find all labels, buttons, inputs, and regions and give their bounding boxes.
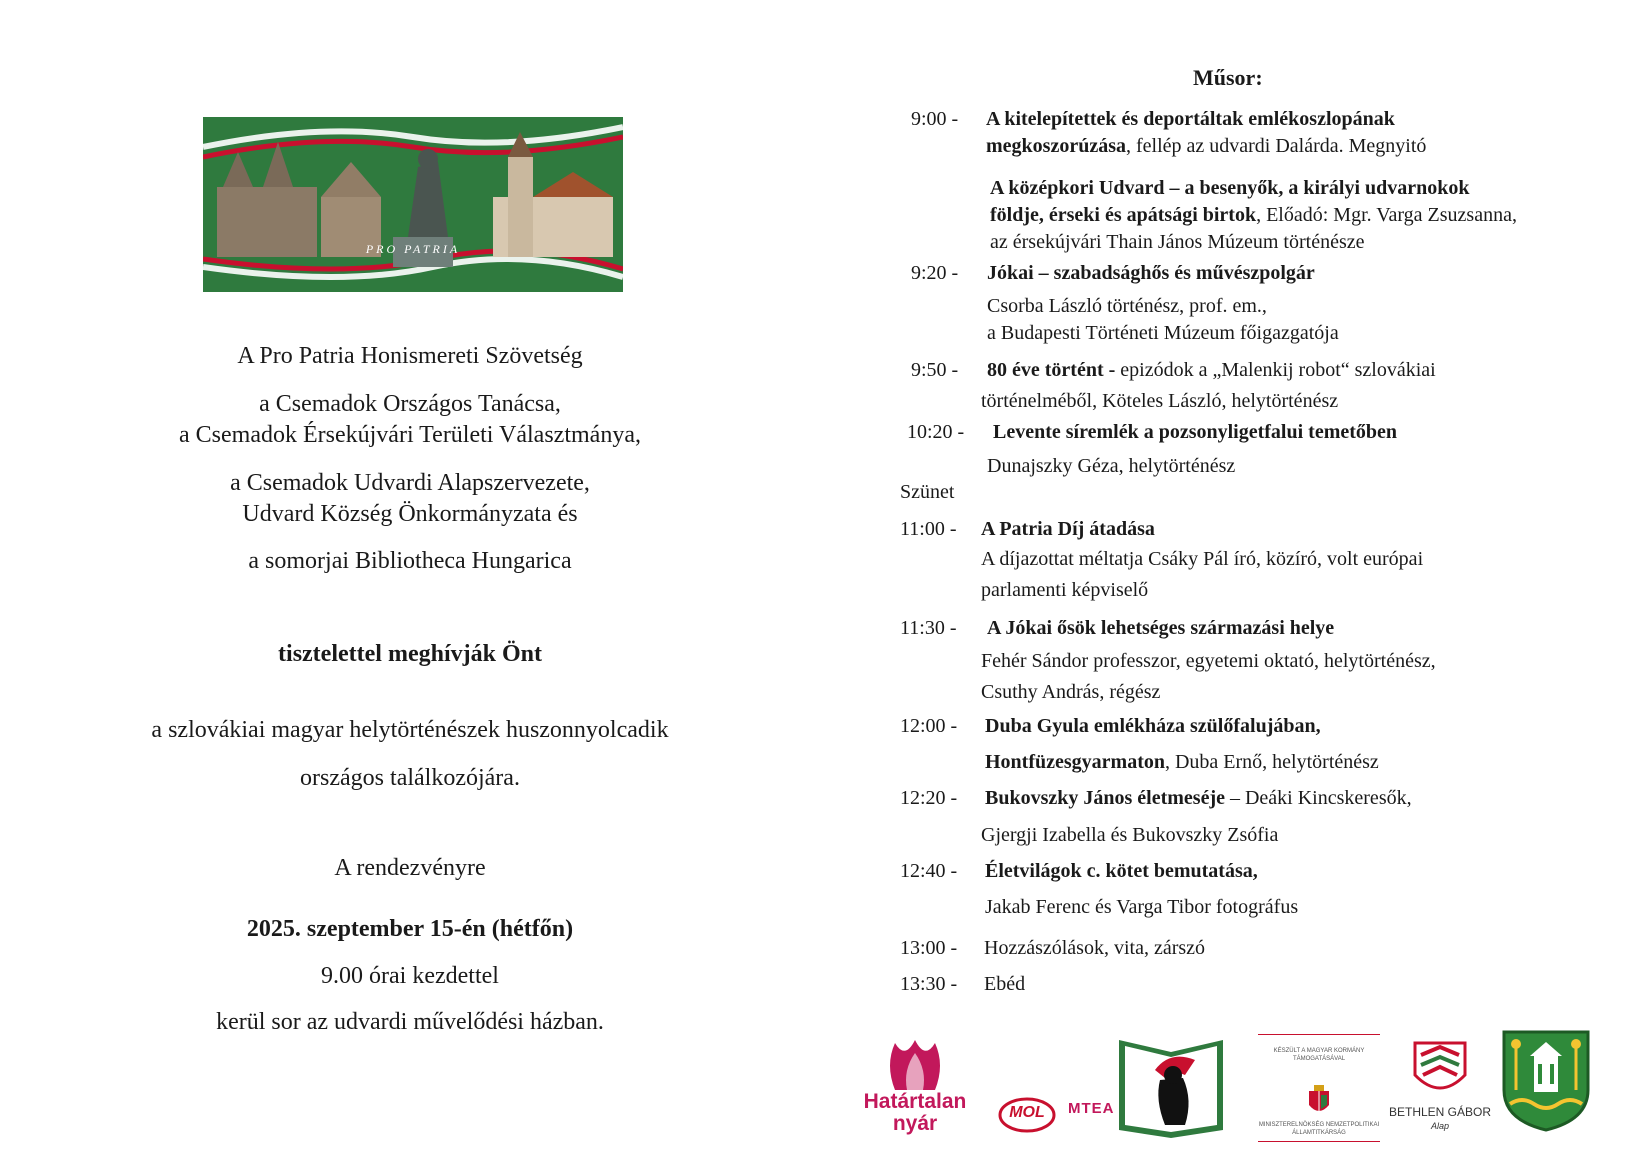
program-item-text: , Előadó: Mgr. Varga Zsuzsanna,	[1256, 204, 1517, 226]
bethlen-shield-icon	[1385, 1035, 1495, 1105]
program-item-line	[986, 133, 1426, 160]
mol-text: MOL	[1009, 1104, 1045, 1121]
program-item-title: A Patria Díj átadása	[981, 518, 1155, 540]
organizer-4: a somorjai Bibliotheca Hungarica	[248, 548, 572, 574]
program-item-text: Jakab Ferenc és Varga Tibor fotográfus	[985, 896, 1299, 918]
program-item-text: – Deáki Kincskeresők,	[1224, 787, 1412, 809]
program-item-title: A középkori Udvard – a besenyők, a királyi udvarnokok	[990, 177, 1470, 199]
alap-text: Alap	[1430, 1121, 1449, 1131]
mtea-logo: MTEA	[1068, 1100, 1115, 1117]
program-item-text: Csorba László történész, prof. em.,	[987, 295, 1267, 317]
program-item-text: Csuthy András, régész	[981, 681, 1161, 703]
program-time: 12:20 -	[900, 787, 958, 809]
program-item-text: A díjazottat méltatja Csáky Pál író, közíró, volt európai	[981, 548, 1424, 570]
tulip-icon	[845, 1035, 985, 1095]
program-item-text: Hozzászólások, vita, zárszó	[984, 937, 1206, 959]
event-lead: A rendezvényre	[334, 855, 486, 881]
program-item-title: megkoszorúzása	[986, 135, 1126, 157]
program-time: 9:20 -	[911, 262, 959, 284]
program-item-title: Levente síremlék a pozsonyligetfalui temetőben	[993, 421, 1398, 443]
bethlen-text: BETHLEN GÁBOR	[1388, 1105, 1492, 1119]
program-item-line	[990, 202, 1517, 229]
program-item-title: Hontfüzesgyarmaton	[985, 751, 1165, 773]
banner-caption: PRO PATRIA	[365, 242, 461, 256]
event-date: 2025. szeptember 15-én (hétfőn)	[246, 916, 574, 942]
hatartalan-text: Határtalan	[863, 1090, 967, 1113]
program-item-text: történelméből, Köteles László, helytörténész	[981, 390, 1339, 412]
event-line-2: országos találkozójára.	[300, 765, 520, 791]
program-time: 12:40 -	[900, 860, 958, 882]
program-time: 9:50 -	[911, 359, 959, 381]
program-time: 11:00 -	[900, 518, 957, 540]
government-support-logo	[1258, 1034, 1380, 1142]
village-shield-icon	[1500, 1028, 1592, 1132]
program-item-text: a Budapesti Történeti Múzeum főigazgatója	[987, 322, 1339, 344]
organizer-3b: Udvard Község Önkormányzata és	[242, 501, 578, 527]
mol-logo	[998, 1095, 1056, 1135]
hatartalan-nyar-logo	[845, 1035, 985, 1145]
udvard-coat-of-arms	[1500, 1028, 1592, 1132]
program-time: 10:20 -	[907, 421, 965, 443]
program-item-text: , fellép az udvardi Dalárda. Megnyitó	[1125, 135, 1427, 157]
program-item-title: Életvilágok c. kötet bemutatása,	[985, 860, 1258, 882]
program-time: 12:00 -	[900, 715, 958, 737]
program-item-title: Jókai – szabadsághős és művészpolgár	[987, 262, 1315, 284]
program-item-text: Gjergji Izabella és Bukovszky Zsófia	[981, 824, 1279, 846]
program-item-title: A kitelepítettek és deportáltak emlékoszlopának	[986, 108, 1395, 130]
organizer-3a: a Csemadok Udvardi Alapszervezete,	[230, 470, 590, 496]
program-item-text: Dunajszky Géza, helytörténész	[987, 455, 1236, 477]
program-time: 9:00 -	[911, 108, 959, 130]
program-item-line	[985, 785, 1412, 812]
event-place: kerül sor az udvardi művelődési házban.	[216, 1009, 604, 1035]
program-item-title: 80 éve történt -	[987, 359, 1116, 381]
program-item-title: földje, érseki és apátsági birtok	[990, 204, 1257, 226]
program-item-text: parlamenti képviselő	[981, 579, 1149, 601]
gov-ministry-text: MINISZTERELNÖKSÉG NEMZETPOLITIKAI ÁLLAMTITKÁRSÁG	[1258, 1122, 1380, 1136]
banner-illustration	[203, 117, 623, 292]
program-time: 13:00 -	[900, 937, 958, 959]
hungarian-coat-of-arms-icon	[1307, 1085, 1331, 1117]
book-icon	[1115, 1030, 1227, 1140]
invitation-line: tisztelettel meghívják Önt	[278, 641, 542, 667]
event-line-1: a szlovákiai magyar helytörténészek huszonnyolcadik	[151, 717, 669, 743]
event-time: 9.00 órai kezdettel	[321, 963, 499, 989]
program-item-line	[987, 357, 1436, 384]
program-item-text: Ebéd	[984, 973, 1026, 995]
organizer-2b: a Csemadok Érsekújvári Területi Választmánya,	[179, 422, 641, 448]
program-item-text: az érsekújvári Thain János Múzeum történésze	[990, 231, 1365, 253]
gov-support-text: KÉSZÜLT A MAGYAR KORMÁNY TÁMOGATÁSÁVAL	[1273, 1048, 1365, 1062]
program-item-line	[985, 749, 1379, 776]
program-item-title: Bukovszky János életmeséje	[985, 787, 1225, 809]
program-time: 13:30 -	[900, 973, 958, 995]
organizer-1: A Pro Patria Honismereti Szövetség	[237, 343, 583, 369]
pro-patria-banner	[203, 117, 623, 292]
program-item-text: Fehér Sándor professzor, egyetemi oktató, helytörténész,	[981, 650, 1436, 672]
program-time: 11:30 -	[900, 617, 957, 639]
program-break: Szünet	[900, 481, 955, 503]
nyar-text: nyár	[892, 1112, 938, 1135]
program-item-text: , Duba Ernő, helytörténész	[1164, 751, 1379, 773]
program-item-text: epizódok a „Malenkij robot“ szlovákiai	[1115, 359, 1436, 381]
program-item-title: Duba Gyula emlékháza szülőfalujában,	[985, 715, 1321, 737]
bethlen-gabor-alap-logo	[1385, 1035, 1495, 1141]
organizer-2a: a Csemadok Országos Tanácsa,	[259, 391, 561, 417]
program-item-title: A Jókai ősök lehetséges származási helye	[987, 617, 1335, 639]
program-title: Műsor:	[1193, 65, 1263, 90]
csemadok-logo	[1115, 1030, 1227, 1140]
